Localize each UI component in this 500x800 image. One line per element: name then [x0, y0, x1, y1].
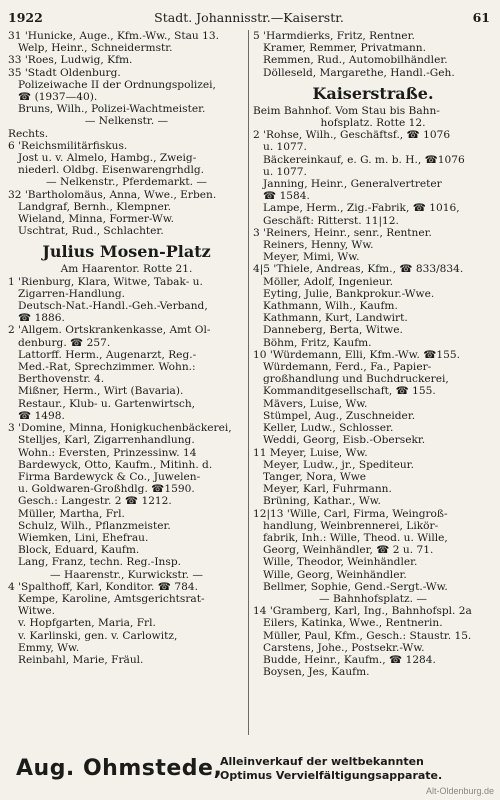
directory-entry-continuation: Müller, Paul, Kfm., Gesch.: Staustr. 15.	[263, 629, 472, 642]
directory-entry-continuation: Polizeiwache II der Ordnungspolizei,	[18, 78, 216, 91]
directory-entry-continuation: Böhm, Fritz, Kaufm.	[263, 336, 372, 349]
directory-entry-continuation: niederl. Oldbg. Eisenwarengrhdlg.	[18, 164, 205, 177]
directory-entry-continuation: Remmen, Rud., Automobilhändler.	[263, 54, 448, 67]
watermark: Alt-Oldenburg.de	[425, 786, 494, 796]
directory-entry-continuation: Meyer, Karl, Fuhrmann.	[263, 483, 392, 496]
directory-entry-continuation: Uschtrat, Rud., Schlachter.	[18, 225, 164, 238]
directory-entry-continuation: Landgraf, Bernh., Klempner.	[18, 200, 172, 213]
directory-entry-continuation: Weddi, Georg, Eisb.-Obersekr.	[263, 434, 426, 447]
directory-entry-continuation: Boysen, Jes, Kaufm.	[263, 666, 370, 679]
directory-entry-continuation: Zigarren-Handlung.	[18, 287, 125, 300]
directory-entry-continuation: Tanger, Nora, Wwe	[263, 470, 367, 483]
directory-entry: 3 'Reiners, Heinr., senr., Rentner.	[253, 226, 432, 239]
directory-entry: 14 'Gramberg, Karl, Ing., Bahnhofspl. 2a	[253, 605, 472, 618]
directory-entry-continuation: Lattorff. Herm., Augenarzt, Reg.-	[18, 348, 197, 361]
directory-entry: 10 'Würdemann, Elli, Kfm.-Ww. ☎155.	[253, 348, 460, 361]
directory-entry: 33 'Roes, Ludwig, Kfm.	[8, 54, 133, 67]
directory-entry-continuation: Kathmann, Wilh., Kaufm.	[263, 300, 398, 313]
directory-entry-continuation: ☎ 1886.	[18, 312, 65, 325]
header-year: 1922	[8, 10, 43, 25]
ad-line-1: Alleinverkauf der weltbekannten	[220, 755, 424, 768]
directory-entry-continuation: Block, Eduard, Kaufm.	[18, 544, 140, 557]
street-heading: Julius Mosen-Platz	[42, 242, 211, 262]
directory-entry-continuation: handlung, Weinbrennerei, Likör-	[263, 519, 439, 532]
directory-entry-continuation: Bäckereinkauf, e. G. m. b. H., ☎1076	[263, 153, 465, 166]
street-heading: Kaiserstraße.	[312, 83, 434, 103]
directory-entry-continuation: v. Hopfgarten, Maria, Frl.	[18, 617, 156, 630]
directory-entry: Rechts.	[8, 127, 49, 140]
directory-entry-continuation: Eyting, Julie, Bankprokur.-Wwe.	[263, 287, 435, 300]
directory-entry-continuation: Eilers, Katinka, Wwe., Rentnerin.	[263, 617, 443, 630]
directory-entry-continuation: Carstens, Johe., Postsekr.-Ww.	[263, 641, 425, 654]
directory-entry-continuation: Würdemann, Ferd., Fa., Papier-	[263, 361, 432, 374]
directory-entry-continuation: Stümpel, Aug., Zuschneider.	[263, 409, 416, 422]
cross-street-label: — Bahnhofsplatz. —	[319, 592, 427, 605]
directory-entry: 5 'Harmdierks, Fritz, Rentner.	[253, 30, 415, 42]
directory-entry-continuation: Budde, Heinr., Kaufm., ☎ 1284.	[263, 653, 436, 666]
directory-entry: 2 'Allgem. Ortskrankenkasse, Amt Ol-	[8, 324, 211, 337]
left-column	[8, 30, 245, 750]
directory-entry-continuation: Schulz, Wilh., Pflanzmeister.	[18, 519, 171, 532]
directory-entry-continuation: Kramer, Remmer, Privatmann.	[263, 42, 426, 55]
directory-entry-continuation: Wiemken, Lini, Ehefrau.	[18, 531, 149, 544]
directory-entry-continuation: Reiners, Henny, Ww.	[263, 239, 374, 252]
directory-entry: 2 'Rohse, Wilh., Geschäftsf., ☎ 1076	[253, 129, 451, 142]
directory-entry-continuation: fabrik, Inh.: Wille, Theod. u. Wille,	[263, 531, 448, 544]
advertisement-footer	[8, 752, 492, 786]
directory-entry-continuation: Deutsch-Nat.-Handl.-Geh.-Verband,	[18, 300, 208, 313]
directory-entry-continuation: Danneberg, Berta, Witwe.	[263, 324, 403, 337]
directory-entry-continuation: Kathmann, Kurt, Landwirt.	[263, 312, 408, 325]
ad-line-2: Optimus Vervielfältigungsapparate.	[220, 769, 443, 782]
cross-street-label: hofsplatz. Rotte 12.	[320, 117, 426, 130]
directory-entry-continuation: Reinbahl, Marie, Fräul.	[18, 653, 144, 666]
cross-street-label: Am Haarentor. Rotte 21.	[60, 263, 193, 276]
directory-entry-continuation: denburg. ☎ 257.	[18, 336, 111, 349]
directory-entry-continuation: Keller, Ludw., Schlosser.	[263, 422, 394, 435]
directory-entry-continuation: Restaur., Klub- u. Gartenwirtsch,	[18, 397, 196, 410]
directory-entry-continuation: Gesch.: Langestr. 2 ☎ 1212.	[18, 495, 172, 508]
directory-entry-continuation: Janning, Heinr., Generalvertreter	[263, 178, 442, 191]
directory-entry-continuation: Lampe, Herm., Zig.-Fabrik, ☎ 1016,	[263, 202, 460, 215]
directory-entry-continuation: Med.-Rat, Sprechzimmer. Wohn.:	[18, 361, 196, 374]
directory-entry: 31 'Hunicke, Auge., Kfm.-Ww., Stau 13.	[8, 30, 219, 42]
directory-entry-continuation: Lang, Franz, techn. Reg.-Insp.	[18, 556, 181, 569]
page-number: 61	[472, 10, 490, 25]
directory-entry-continuation: Kommanditgesellschaft, ☎ 155.	[263, 385, 436, 398]
advertiser-name: Aug. Ohmstede,	[16, 756, 223, 781]
directory-entry-continuation: Wille, Georg, Weinhändler.	[263, 568, 407, 581]
directory-entry-continuation: Witwe.	[18, 605, 56, 618]
directory-entry: 32 'Bartholomäus, Anna, Wwe., Erben.	[8, 188, 217, 201]
directory-entry-continuation: Mißner, Herm., Wirt (Bavaria).	[18, 385, 184, 398]
directory-entry-continuation: ☎ 1498.	[18, 409, 65, 422]
directory-entry-continuation: Wohn.: Eversten, Prinzessinw. 14	[18, 446, 197, 459]
cross-street-label: — Nelkenstr., Pferdemarkt. —	[46, 176, 207, 189]
directory-entry-continuation: Möller, Adolf, Ingenieur.	[263, 275, 394, 288]
directory-entry-continuation: ☎ 1584.	[263, 190, 310, 203]
directory-entry: 11 Meyer, Luise, Ww.	[253, 446, 368, 459]
directory-entry-continuation: Welp, Heinr., Schneidermstr.	[18, 42, 173, 55]
directory-entry-continuation: Emmy, Ww.	[18, 641, 80, 654]
cross-street-label: — Haarenstr., Kurwickstr. —	[50, 568, 203, 581]
directory-entry-continuation: Meyer, Ludw., jr., Spediteur.	[263, 458, 414, 471]
directory-entry: 6 'Reichsmilitärfiskus.	[8, 139, 128, 152]
directory-entry: 3 'Domine, Minna, Honigkuchenbäckerei,	[8, 422, 232, 435]
directory-entry-continuation: Jost u. v. Almelo, Hambg., Zweig-	[18, 152, 197, 165]
directory-entry-continuation: Meyer, Mimi, Ww.	[263, 251, 360, 264]
directory-entry-continuation: u. 1077.	[263, 141, 307, 154]
directory-entry-continuation: Bruns, Wilh., Polizei-Wachtmeister.	[18, 103, 206, 116]
right-column	[253, 30, 493, 750]
directory-entry-continuation: Georg, Weinhändler, ☎ 2 u. 71.	[263, 544, 434, 557]
directory-entry-continuation: u. Goldwaren-Großhdlg. ☎1590.	[18, 483, 195, 496]
directory-entry-continuation: Wieland, Minna, Former-Ww.	[18, 213, 174, 226]
directory-entry-continuation: großhandlung und Buchdruckerei,	[263, 373, 449, 386]
directory-entry-continuation: Müller, Martha, Frl.	[18, 507, 125, 520]
directory-entry-continuation: u. 1077.	[263, 165, 307, 178]
page-header	[8, 8, 490, 28]
directory-entry-continuation: v. Karlinski, gen. v. Carlowitz,	[18, 629, 178, 642]
directory-entry-continuation: Dölleseld, Margarethe, Handl.-Geh.	[263, 66, 455, 79]
directory-entry: 4|5 'Thiele, Andreas, Kfm., ☎ 833/834.	[253, 263, 464, 276]
directory-entry-continuation: Mävers, Luise, Ww.	[263, 397, 368, 410]
cross-street-label: — Nelkenstr. —	[84, 115, 169, 128]
directory-entry: 35 'Stadt Oldenburg.	[8, 66, 121, 79]
directory-entry-continuation: Bardewyck, Otto, Kaufm., Mitinh. d.	[18, 458, 213, 471]
directory-entry-continuation: Stelljes, Karl, Zigarrenhandlung.	[18, 434, 195, 447]
column-divider	[248, 30, 249, 735]
directory-entry: 1 'Rienburg, Klara, Witwe, Tabak- u.	[8, 275, 203, 288]
directory-entry-continuation: Berthovenstr. 4.	[18, 373, 105, 386]
directory-entry: Beim Bahnhof. Vom Stau bis Bahn-	[253, 104, 440, 117]
directory-entry-continuation: Brüning, Kathar., Ww.	[263, 495, 381, 508]
directory-entry-continuation: Bellmer, Sophie, Gend.-Sergt.-Ww.	[263, 580, 448, 593]
directory-entry-continuation: Wille, Theodor, Weinhändler.	[263, 556, 418, 569]
header-title: Stadt. Johannisstr.—Kaiserstr.	[154, 10, 344, 25]
directory-entry-continuation: ☎ (1937—40).	[18, 91, 98, 104]
directory-entry-continuation: Geschäft: Ritterst. 11|12.	[263, 214, 399, 227]
directory-entry: 12|13 'Wille, Carl, Firma, Weingroß-	[253, 507, 448, 520]
directory-entry-continuation: Firma Bardewyck & Co., Juwelen-	[18, 470, 201, 483]
directory-entry: 4 'Spalthoff, Karl, Konditor. ☎ 784.	[8, 580, 198, 593]
directory-entry-continuation: Kempe, Karoline, Amtsgerichtsrat-	[18, 592, 205, 605]
